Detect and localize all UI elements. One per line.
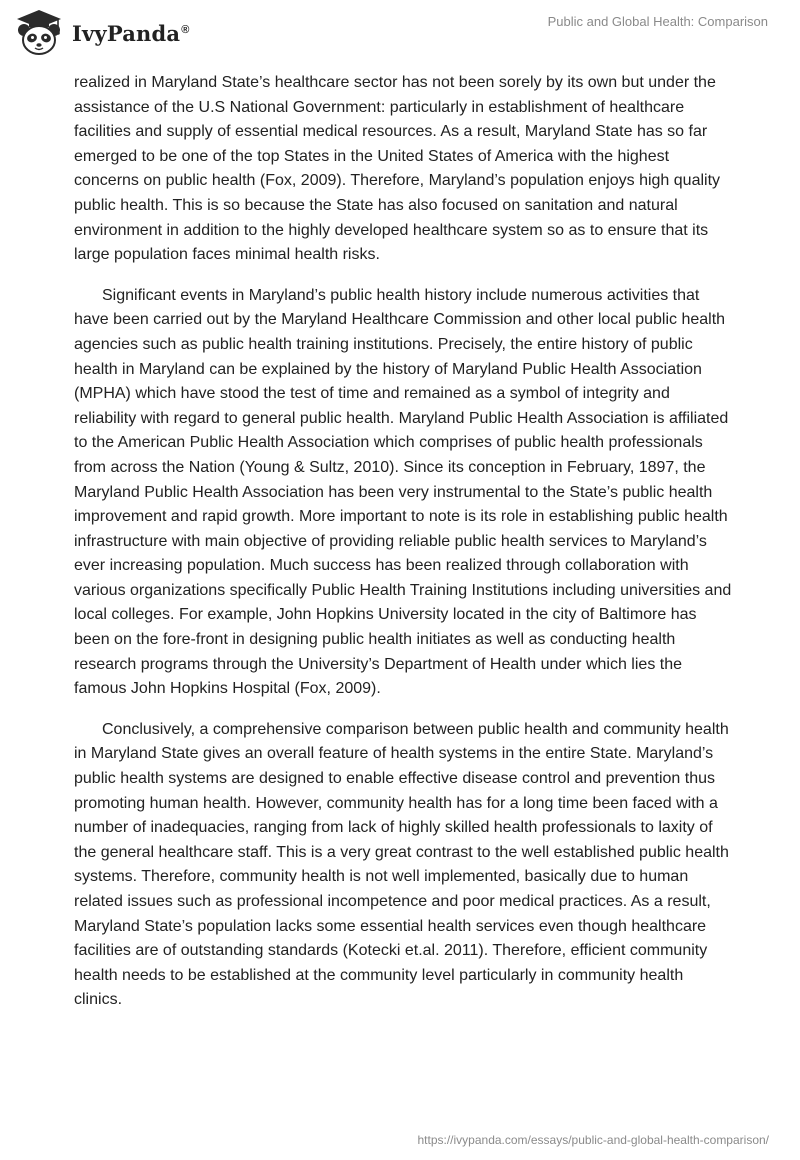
panda-graduation-cap-icon <box>14 8 64 56</box>
source-url[interactable]: https://ivypanda.com/essays/public-and-global-health-comparison/ <box>417 1133 769 1147</box>
paragraph-1: realized in Maryland State’s healthcare sector has not been sorely by its own but under the assistance of the U.S National Government: particularly in establishment of healthcare facilities and supply of essential medical resources. As a result, Maryland State has so far emerged to be one of the top States in the United States of America with the highest concerns on public health (Fox, 2009). Therefore, Maryland’s population enjoys high quality public health. This is so because the State has also focused on sanitation and natural environment in addition to the highly developed healthcare system so as to ensure that its large population faces minimal health risks. <box>74 74 721 264</box>
paragraph-2: Significant events in Maryland’s public health history include numerous activities that have been carried out by the Maryland Healthcare Commission and other local public health agencies such as public health training institutions. Precisely, the entire history of public health in Maryland can be explained by the history of Maryland Public Health Association (MPHA) which have stood the test of time and remained as a symbol of integrity and reliability with regard to general public health. Maryland Public Health Association is affiliated to the American Public Health Association which comprises of public health professionals from across the Nation (Young & Sultz, 2010). Since its conception in February, 1897, the Maryland Public Health Association has been very instrumental to the State’s public health improvement and rapid growth. More important to note is its role in establishing public health infrastructure with main objective of providing reliable public health services to Maryland’s ever increasing population. Much success has been realized through collaboration with various organizations specifically Public Health Training Institutions including universities and local colleges. For example, John Hopkins University located in the city of Baltimore has been on the fore-front in designing public health initiates as well as conducting health research programs through the University’s Department of Health under which lies the famous John Hopkins Hospital (Fox, 2009). <box>74 286 732 698</box>
ivypanda-logo[interactable] <box>14 8 190 56</box>
registered-mark: ® <box>181 23 190 36</box>
document-title: Public and Global Health: Comparison <box>547 14 768 29</box>
brand-name-text: IvyPanda <box>72 20 181 46</box>
brand-name <box>72 21 190 46</box>
essay-body <box>74 71 734 1029</box>
page-header <box>0 0 800 64</box>
paragraph-3: Conclusively, a comprehensive comparison between public health and community health in Maryland State gives an overall feature of health systems in the entire State. Maryland’s public health systems are designed to enable effective disease control and prevention thus promoting human health. However, community health has for a long time been faced with a number of inadequacies, ranging from lack of highly skilled health professionals to laxity of the general healthcare staff. This is a very great contrast to the well established public health systems. Therefore, community health is not well implemented, basically due to human related issues such as professional incompetence and poor medical practices. As a result, Maryland State’s population lacks some essential health services even though healthcare facilities are of outstanding standards (Kotecki et.al. 2011). Therefore, efficient community health needs to be established at the community level particularly in community health clinics. <box>74 720 729 1009</box>
